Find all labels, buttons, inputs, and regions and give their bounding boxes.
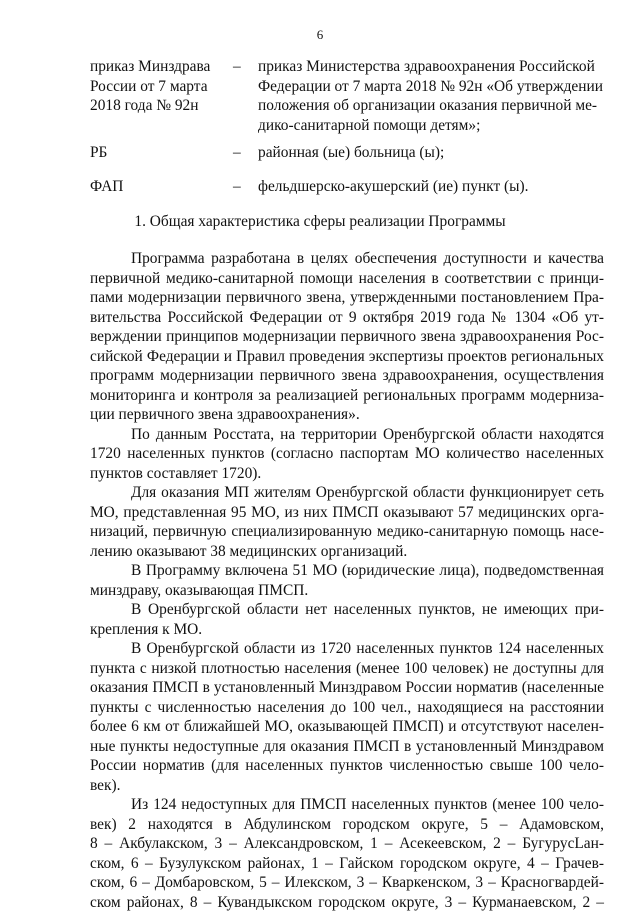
section-heading: 1. Общая характеристика сферы реализации Программы bbox=[0, 212, 640, 232]
paragraph bbox=[90, 639, 604, 795]
text-line: оказания ПМСП в установленный Минздравом России норматив (населенные bbox=[90, 678, 604, 698]
abbreviation-dash: – bbox=[233, 57, 241, 77]
paragraph bbox=[90, 483, 604, 561]
term-line: РБ bbox=[90, 143, 215, 163]
page-number: 6 bbox=[0, 27, 640, 43]
text-line: В Программу включена 51 МО (юридические лица), подведомственная bbox=[90, 561, 604, 581]
text-line: низаций, первичную специализированную медико-санитарную помощь насе- bbox=[90, 522, 604, 542]
text-line: Из 124 недоступных для ПМСП населенных пунктов (менее 100 чело- bbox=[90, 795, 604, 815]
abbreviation-dash: – bbox=[233, 177, 241, 197]
paragraph bbox=[90, 249, 604, 425]
text-line: МО, представленная 95 МО, из них ПМСП оказывают 57 медицинских орга- bbox=[90, 503, 604, 523]
text-line: Для оказания МП жителям Оренбургской области функционирует сеть bbox=[90, 483, 604, 503]
text-line: В Оренбургской области из 1720 населенных пунктов 124 населенных bbox=[90, 639, 604, 659]
text-line: программ модернизации первичного звена здравоохранения, осуществления bbox=[90, 366, 604, 386]
definition-line: дико-санитарной помощи детям»; bbox=[258, 116, 604, 136]
term-line: 2018 года № 92н bbox=[90, 96, 215, 116]
text-line: век). bbox=[90, 776, 604, 796]
term-line: России от 7 марта bbox=[90, 77, 215, 97]
text-line: Программа разработана в целях обеспечения доступности и качества bbox=[90, 249, 604, 269]
definition-line: фельдшерско-акушерский (ие) пункт (ы). bbox=[258, 177, 604, 197]
text-line: 1720 населенных пунктов (согласно паспортам МО количество населенных bbox=[90, 444, 604, 464]
text-line: век) 2 находятся в Абдулинском городском округе, 5 – Адамовском, bbox=[90, 815, 604, 835]
text-line: ском, 6 – Домбаровском, 5 – Илекском, 3 – Кваркенском, 3 – Красногвардей- bbox=[90, 873, 604, 893]
paragraph bbox=[90, 600, 604, 639]
text-line: ском районах, 8 – Кувандыкском городском округе, 3 – Курманаевском, 2 – bbox=[90, 893, 604, 912]
text-line: пами модернизации первичного звена, утвержденными постановлением Пра- bbox=[90, 288, 604, 308]
paragraph bbox=[90, 795, 604, 912]
term-line: ФАП bbox=[90, 177, 215, 197]
text-line: вительства Российской Федерации от 9 октября 2019 года № 1304 «Об ут- bbox=[90, 308, 604, 328]
text-line: пункты с численностью населения до 100 чел., находящиеся на расстоянии bbox=[90, 698, 604, 718]
abbreviation-term bbox=[90, 177, 215, 197]
abbreviation-definition bbox=[258, 143, 604, 163]
text-line: сийской Федерации и Правил проведения экспертизы проектов региональных bbox=[90, 347, 604, 367]
abbreviation-term bbox=[90, 57, 215, 116]
text-line: верждении принципов модернизации первичного звена здравоохранения Рос- bbox=[90, 327, 604, 347]
text-line: ные пункты недоступные для оказания ПМСП в установленный Минздравом bbox=[90, 737, 604, 757]
text-line: первичной медико-санитарной помощи населения в соответствии с принци- bbox=[90, 269, 604, 289]
text-line: В Оренбургской области нет населенных пунктов, не имеющих при- bbox=[90, 600, 604, 620]
text-line: минздраву, оказывающая ПМСП. bbox=[90, 581, 604, 601]
definition-line: положения об организации оказания первичной ме- bbox=[258, 96, 604, 116]
definition-line: приказ Министерства здравоохранения Российской bbox=[258, 57, 604, 77]
abbreviation-dash: – bbox=[233, 143, 241, 163]
text-line: ции первичного звена здравоохранения». bbox=[90, 405, 604, 425]
paragraph bbox=[90, 561, 604, 600]
text-line: 8 – Акбулакском, 3 – Александровском, 1 – Асекеевском, 2 – БугурусLан- bbox=[90, 834, 604, 854]
document-body bbox=[90, 249, 604, 912]
paragraph bbox=[90, 425, 604, 484]
text-line: пунктов составляет 1720). bbox=[90, 464, 604, 484]
definition-line: Федерации от 7 марта 2018 № 92н «Об утверждении bbox=[258, 77, 604, 97]
text-line: мониторинга и контроля за реализацией региональных программ модерниза- bbox=[90, 386, 604, 406]
text-line: По данным Росстата, на территории Оренбургской области находятся bbox=[90, 425, 604, 445]
abbreviation-term bbox=[90, 143, 215, 163]
text-line: лению оказывают 38 медицинских организаций. bbox=[90, 542, 604, 562]
text-line: крепления к МО. bbox=[90, 620, 604, 640]
abbreviation-definition bbox=[258, 177, 604, 197]
abbreviation-definition bbox=[258, 57, 604, 135]
definition-line: районная (ые) больница (ы); bbox=[258, 143, 604, 163]
text-line: ском, 6 – Бузулукском районах, 1 – Гайском городском округе, 4 – Грачев- bbox=[90, 854, 604, 874]
text-line: России норматив (для населенных пунктов численностью свыше 100 чело- bbox=[90, 756, 604, 776]
text-line: более 6 км от ближайшей МО, оказывающей ПМСП) и отсутствуют населен- bbox=[90, 717, 604, 737]
text-line: пункта с низкой плотностью населения (менее 100 человек) не доступны для bbox=[90, 659, 604, 679]
term-line: приказ Минздрава bbox=[90, 57, 215, 77]
